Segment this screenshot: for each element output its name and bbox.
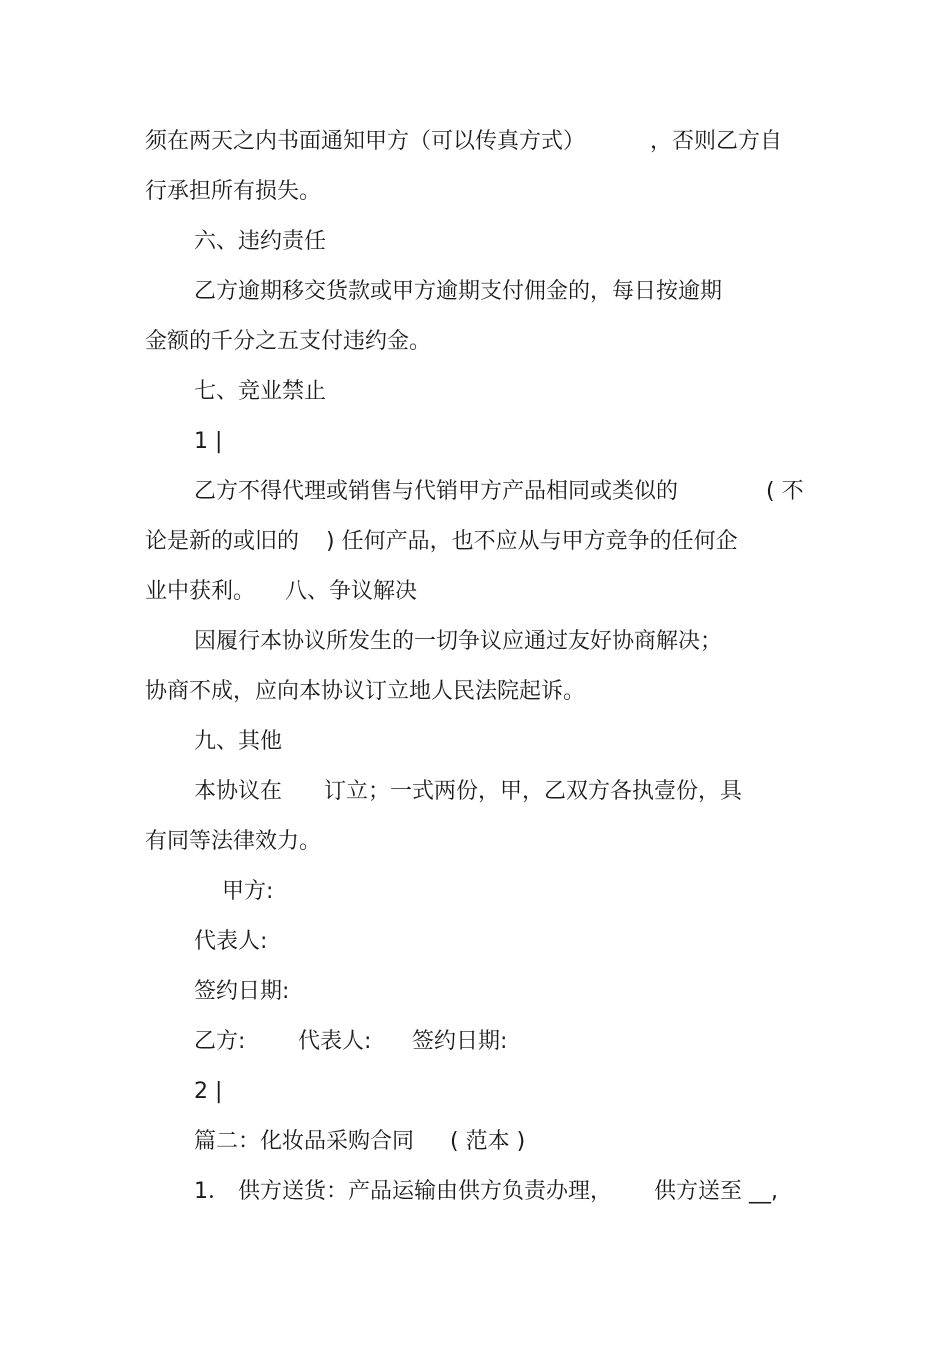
- text-line: 须在两天之内书面通知甲方（可以传真方式）: [145, 129, 586, 154]
- signature-label: 签约日期:: [194, 979, 290, 1004]
- section-heading: 六、违约责任: [194, 229, 327, 254]
- text-line: 论是新的或旧的: [145, 529, 300, 554]
- signature-label: 代表人:: [298, 1029, 372, 1054]
- text-line: 供方送货：产品运输由供方负责办理，: [238, 1179, 613, 1204]
- document-title: ( 范本 ): [450, 1129, 526, 1154]
- signature-label: 签约日期:: [412, 1029, 508, 1054]
- text-line: 协商不成，应向本协议订立地人民法院起诉。: [145, 679, 586, 704]
- page-number: 1 |: [194, 429, 223, 454]
- text-line: 供方送至 __,: [654, 1179, 778, 1204]
- text-line: 金额的千分之五支付违约金。: [145, 329, 432, 354]
- text-line: 行承担所有损失。: [145, 179, 322, 204]
- list-number: 1．: [194, 1179, 230, 1204]
- signature-label: 代表人:: [194, 929, 268, 954]
- text-line: 本协议在: [194, 779, 283, 804]
- text-line: ( 不: [766, 479, 804, 504]
- text-line: 业中获利。: [145, 579, 256, 604]
- text-line: 乙方不得代理或销售与代销甲方产品相同或类似的: [194, 479, 679, 504]
- section-heading: 七、竞业禁止: [194, 379, 327, 404]
- signature-label: 乙方:: [194, 1029, 246, 1054]
- text-line: 因履行本协议所发生的一切争议应通过友好协商解决；: [194, 629, 723, 654]
- text-line: 订立；一式两份，甲，乙双方各执壹份，具: [324, 779, 743, 804]
- page-number: 2 |: [194, 1079, 223, 1104]
- document-title: 篇二：化妆品采购合同: [194, 1129, 415, 1154]
- section-heading: 八、争议解决: [285, 579, 418, 604]
- signature-label: 甲方:: [222, 879, 274, 904]
- text-line: 乙方逾期移交货款或甲方逾期支付佣金的，每日按逾期: [194, 279, 723, 304]
- text-line: 有同等法律效力。: [145, 829, 322, 854]
- section-heading: 九、其他: [194, 729, 283, 754]
- text-line: ，否则乙方自: [650, 129, 783, 154]
- text-line: ) 任何产品，也不应从与甲方竞争的任何企: [326, 529, 738, 554]
